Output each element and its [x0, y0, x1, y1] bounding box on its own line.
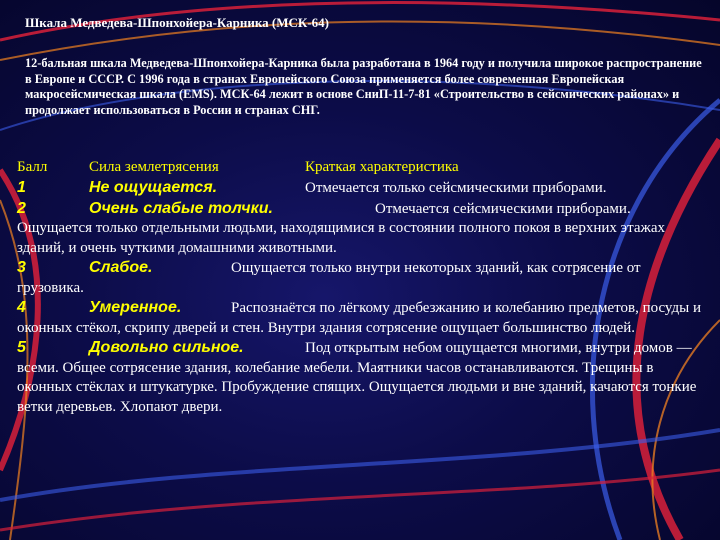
- description-text: Ощущается только внутри некоторых зданий, как сотрясение от грузовика.: [17, 260, 641, 296]
- table-row: [17, 258, 707, 298]
- table-header-row: [17, 158, 707, 178]
- description-text: Отмечается только сейсмическими приборами.: [305, 180, 607, 196]
- strength-name: Довольно сильное.: [89, 339, 244, 356]
- degree-value: 1: [17, 179, 26, 196]
- degree-value: 2: [17, 199, 26, 217]
- description-text: Распознаётся по лёгкому дребезжанию и колебанию предметов, посуды и оконных стёкол, скрипу дверей и стен. Внутри здания сотрясение ощущает большинство людей.: [17, 300, 701, 336]
- degree-value: 4: [17, 299, 26, 316]
- intensity-scale-table: [17, 158, 707, 417]
- table-row: [17, 199, 707, 259]
- degree-value: 5: [17, 339, 26, 356]
- description-text: Под открытым небом ощущается многими, внутри домов — всеми. Общее сотрясение здания, колебание мебели. Маятники часов останавливаются. Трещины в оконных стёклах и штукатурке. Пробуждение спящих. Ощущается людьми и вне зданий, качаются тонкие ветки деревьев. Хлопают двери.: [17, 340, 697, 415]
- header-strength: Сила землетрясения: [89, 159, 219, 175]
- table-row: [17, 178, 707, 199]
- degree-value: 3: [17, 259, 26, 276]
- table-row: [17, 298, 707, 338]
- strength-name: Слабое.: [89, 259, 153, 276]
- strength-name: Умеренное.: [89, 299, 182, 316]
- header-degree: Балл: [17, 159, 48, 175]
- strength-name: Очень слабые толчки.: [89, 199, 273, 217]
- intro-paragraph: 12-бальная шкала Медведева-Шпонхойера-Карника была разработана в 1964 году и получила широкое распространение в Европе и СССР. С 1996 года в странах Европейского Союза применяется более современная Европейская макросейсмическая шкала (EMS). МСК-64 лежит в основе СниП-11-7-81 «Строительство в сейсмических районах» и продолжает использоваться в России и странах СНГ.: [25, 56, 702, 117]
- table-row: [17, 338, 707, 417]
- description-text: Отмечается сейсмическими приборами. Ощущается только отдельными людьми, находящимися в состоянии полного покоя в верхних этажах зданий, и очень чуткими домашними животными.: [17, 200, 666, 256]
- strength-name: Не ощущается.: [89, 179, 218, 196]
- slide-title: Шкала Медведева-Шпонхойера-Карника (МСК-64): [25, 15, 329, 30]
- header-description: Краткая характеристика: [305, 159, 459, 175]
